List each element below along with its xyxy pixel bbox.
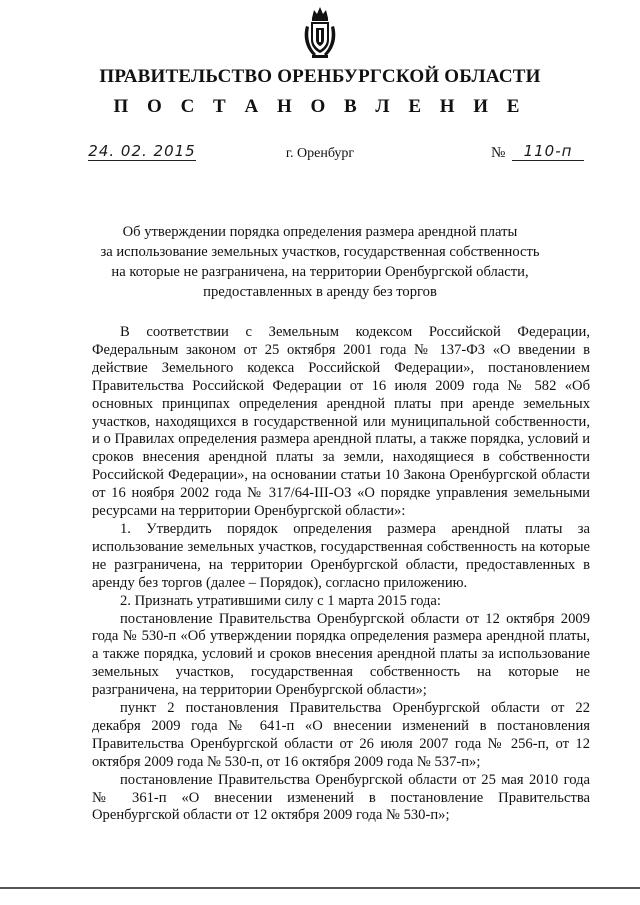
- page-bottom-divider: [0, 887, 640, 889]
- title-line: за использование земельных участков, государственная собственность: [100, 244, 540, 260]
- number-label: №: [491, 145, 506, 161]
- document-city: г. Оренбург: [285, 146, 355, 161]
- body-paragraph-item-1: 1. Утвердить порядок определения размера арендной платы за использование земельных участков, государственная собственность на которые не разграничена, на территории Оренбургской области, предоставленных в аренду без торгов (далее – Порядок), согласно приложению.: [92, 520, 590, 591]
- document-body: [92, 324, 590, 825]
- organization-name: ПРАВИТЕЛЬСТВО ОРЕНБУРГСКОЙ ОБЛАСТИ: [99, 66, 541, 87]
- document-number: 110-п: [512, 143, 584, 161]
- body-paragraph-repeal-2: пункт 2 постановления Правительства Оренбургской области от 22 декабря 2009 года № 641-п «О внесении изменений в постановления Правительства Оренбургской области от 26 июля 2007 года № 256-п, от 12 октября 2009 года № 530-п, от 16 октября 2009 года № 537-п»;: [92, 700, 590, 770]
- body-paragraph-item-2: 2. Признать утратившими силу с 1 марта 2015 года:: [120, 592, 441, 609]
- title-line: Об утверждении порядка определения размера арендной платы: [122, 224, 518, 240]
- body-paragraph-repeal-3: постановление Правительства Оренбургской области от 25 мая 2010 года № 361-п «О внесении изменений в постановление Правительства Оренбургской области от 12 октября 2009 года № 530-п»;: [92, 771, 590, 824]
- body-paragraph-preamble: В соответствии с Земельным кодексом Российской Федерации, Федеральным законом от 25 октября 2001 года № 137-ФЗ «О введении в действие Земельного кодекса Российской Федерации», постановлением Правительства Российской Федерации от 16 июля 2009 года № 582 «Об основных принципах определения арендной платы при аренде земельных участков, находящихся в государственной или муниципальной собственности, и о Правилах определения размера арендной платы, а также порядка, условий и сроков внесения арендной платы за земли, находящиеся в собственности Российской Федерации», на основании статьи 10 Закона Оренбургской области от 16 ноября 2002 года № 317/64-III-ОЗ «О порядке управления земельными ресурсами на территории Оренбургской области»:: [92, 324, 590, 520]
- coat-of-arms-icon: [302, 4, 338, 60]
- document-type: П О С Т А Н О В Л Е Н И Е: [113, 96, 527, 117]
- body-paragraph-repeal-1: постановление Правительства Оренбургской области от 12 октября 2009 года № 530-п «Об утверждении порядка определения размера арендной платы, а также порядка, условий и сроков внесения арендной платы за использование земельных участков, государственная собственность на которые не разграничена, на территории Оренбургской области»;: [92, 610, 590, 699]
- title-line: на которые не разграничена, на территории Оренбургской области,: [111, 264, 529, 280]
- document-title: [90, 222, 550, 302]
- document-date: 24. 02. 2015: [88, 142, 196, 160]
- title-line: предоставленных в аренду без торгов: [203, 284, 437, 300]
